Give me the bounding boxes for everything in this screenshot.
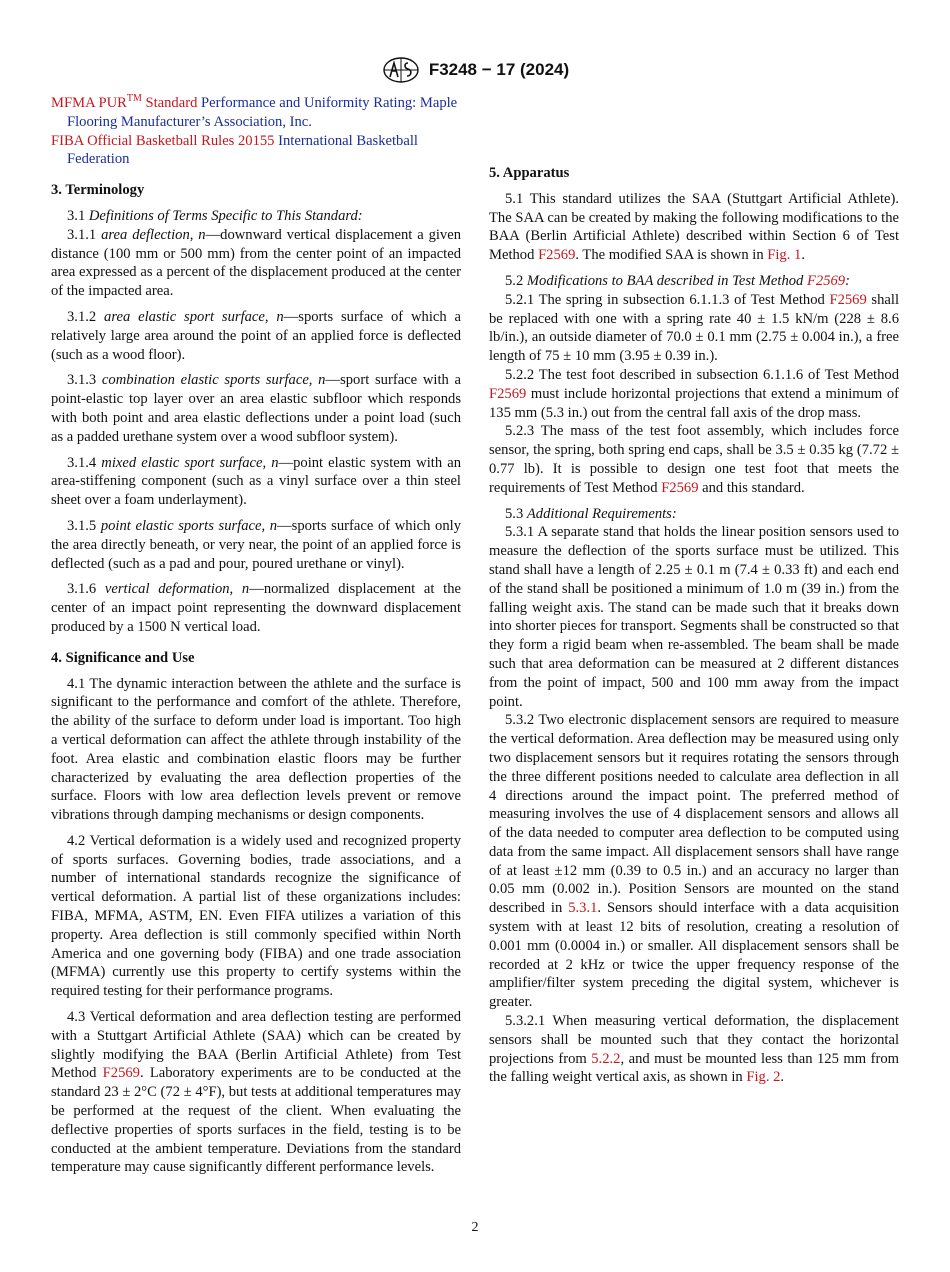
paragraph-5-2: 5.2 Modifications to BAA described in Test Method F2569: (505, 272, 850, 289)
mfma-title: Performance and Uniformity Rating: Maple Flooring Manufacturer’s Association, Inc. (67, 95, 458, 130)
mfma-code-link[interactable]: MFMA PUR™ Standard (51, 93, 198, 111)
section-heading-apparatus: 5. Apparatus (489, 165, 570, 181)
reference-mfma (51, 94, 461, 132)
paragraph-4-2: 4.2 Vertical deformation is a widely used and recognized property of sports surfaces. Governing bodies, trade associations, and a number of international standards recognize the significance of vertical deformation. A partial list of these organizations includes: FIBA, MFMA, ASTM, EN. Even FIFA utilizes a variation of this property. Area deflection is still commonly specified within North America and one governing body (FIBA) and one trade association (MFMA) currently use this property to certify systems within the required testing for their performance programs. (51, 832, 461, 1000)
paragraph-5-2-1: 5.2.1 The spring in subsection 6.1.1.3 of Test Method F2569 shall be replaced with one with a spring rate 40 ± 1.5 kN/m (228 ± 8.6 lb/in.), an outside diameter of 70.0 ± 0.1 mm (2.75 ± 0.004 in.), a free length of 75 ± 10 mm (3.95 ± 0.39 in.). (489, 291, 899, 365)
link-f2569[interactable]: F2569 (489, 385, 527, 402)
link-fig-2[interactable]: Fig. 2 (746, 1069, 781, 1086)
fiba-code-link[interactable]: FIBA Official Basketball Rules 20155 (51, 132, 275, 149)
paragraph-3-1-3: 3.1.3 combination elastic sports surface, n—sport surface with a point-elastic top layer over an area elastic subfloor which responds with both point and area elastic deflections under a point load (such as a padded urethane system over a wood subfloor system). (51, 372, 461, 445)
paragraph-4-3: 4.3 Vertical deformation and area deflection testing are performed with a Stuttgart Artificial Athlete (SAA) which can be created by slightly modifying the BAA (Berlin Artificial Athlete) from Test Method F2569. Laboratory experiments are to be conducted at the standard 23 ± 2°C (72 ± 4°F), but tests at additional temperatures may be performed at the request of the client. When evaluating the deflective properties of sports surfaces in the field, testing is to be conducted at the ambient temperature. Deviations from the standard temperature may cause significantly different performance levels. (51, 1009, 461, 1176)
link-f2569[interactable]: F2569 (829, 291, 867, 308)
paragraph-3-1-5: 3.1.5 point elastic sports surface, n—sports surface of which only the area directly beneath, or very near, the point of an applied force is deflected (such as a pad and pour, poured urethane or vinyl). (51, 517, 461, 572)
astm-logo-icon (381, 56, 421, 84)
reference-fiba (51, 132, 461, 170)
standard-designation: F3248 − 17 (2024) (428, 60, 570, 79)
link-f2569[interactable]: F2569 (807, 272, 846, 289)
paragraph-3-1-2: 3.1.2 area elastic sport surface, n—sports surface of which a relatively large area around the point of an applied force is deflected (such as a wood floor). (51, 308, 461, 363)
paragraph-5-3-2: 5.3.2 Two electronic displacement sensors are required to measure the vertical deformation. Area deflection may be measured using only two displacement sensors but it requires rotating the sensors through the three different positions needed to calculate area deflection in all 4 directions around the impact point. The preferred method of measuring involves the use of 4 displacement sensors and allows all of the data needed to computer area deflection to be computed using data from the same impact. All displacement sensors shall have range of at least ±12 mm (0.39 to 0.5 in.) and an accuracy no larger than 0.05 mm (0.002 in.). Position Sensors are mounted on the stand described in 5.3.1. Sensors should interface with a data acquisition system with at least 12 bits of resolution, creating a resolution of 0.001 mm (0.0004 in.) or smaller. All displacement sensors shall be recorded at 2 kHz or twice the upper frequency response of the amplifier/filter system preceding the digital system, whichever is greater. (489, 712, 899, 1011)
paragraph-5-2-3: 5.2.3 The mass of the test foot assembly, which includes force sensor, the spring, both spring end caps, shall be 3.5 ± 0.35 kg (7.72 ± 0.77 lb). It is possible to design one test foot that meets the requirements of Test Method F2569 and this standard. (489, 423, 899, 496)
paragraph-3-1-6: 3.1.6 vertical deformation, n—normalized displacement at the center of an impact point representing the downward displacement produced by a 1500 N vertical load. (51, 581, 461, 635)
page-header (0, 56, 950, 84)
section-heading-terminology: 3. Terminology (51, 182, 145, 199)
paragraph-3-1-1: 3.1.1 area deflection, n—downward vertical displacement a given distance (100 mm or 500 mm) from the center point of an impacted area expressed as a percent of the displacement produced at the center of the impacted area. (51, 226, 461, 300)
paragraph-5-3: 5.3 Additional Requirements: (505, 505, 677, 522)
paragraph-3-1-4: 3.1.4 mixed elastic sport surface, n—point elastic system with an area-stiffening component (such as a vinyl surface over a thin steel sheet over a foam underlayment). (51, 454, 461, 509)
paragraph-5-3-1: 5.3.1 A separate stand that holds the linear position sensors used to measure the deflection of the sports surface must be utilized. This stand shall have a length of 2.25 ± 0.1 m (7.4 ± 0.33 ft) and each end of the stand shall be positioned a minimum of 1.0 m (39 in.) from the falling weight axis. The stand can be made such that it breaks down into shorter pieces for transport. Segments shall be constructed so that they form a rigid beam when re-assembled. The beam shall be made such that area deformation can be measured at 2 different distances from the point of impact, 500 and 100 mm away from the impact point. (489, 524, 899, 710)
fiba-title: International Basketball Federation (67, 132, 418, 168)
left-column (51, 94, 461, 1177)
link-fig-1[interactable]: Fig. 1 (767, 247, 802, 264)
link-5-3-1[interactable]: 5.3.1 (568, 900, 598, 917)
right-column (489, 94, 899, 1087)
paragraph-4-1: 4.1 The dynamic interaction between the athlete and the surface is significant to the performance and comfort of the athlete. Therefore, the ability of the surface to deform under load is important. Too high a vertical deformation can affect the athlete through instability of the foot. Area elastic and combination elastic floors may be further characterized by evaluating the area deflection properties of the surface. Floors with low area deflection levels prevent or remove vibrations through damping mechanisms or design components. (51, 675, 461, 824)
link-f2569[interactable]: F2569 (661, 479, 699, 496)
link-f2569[interactable]: F2569 (538, 247, 576, 264)
paragraph-5-1: 5.1 This standard utilizes the SAA (Stuttgart Artificial Athlete). The SAA can be created by making the following modifications to the BAA (Berlin Artificial Athlete) described within Section 6 of Test Method F2569. The modified SAA is shown in Fig. 1. (489, 190, 899, 264)
link-f2569[interactable]: F2569 (102, 1065, 140, 1082)
paragraph-3-1: 3.1 Definitions of Terms Specific to This Standard: (67, 207, 363, 224)
page-number: 2 (471, 1220, 479, 1235)
paragraph-5-3-2-1: 5.3.2.1 When measuring vertical deformation, the displacement sensors shall be mounted such that they contact the horizontal projections from 5.2.2, and must be mounted less than 125 mm from the falling weight vertical axis, as shown in Fig. 2. (489, 1013, 899, 1086)
paragraph-5-2-2: 5.2.2 The test foot described in subsection 6.1.1.6 of Test Method F2569 must include horizontal projections that extend a minimum of 135 mm (5.3 in.) out from the central fall axis of the drop mass. (489, 366, 899, 421)
link-5-2-2[interactable]: 5.2.2 (591, 1050, 621, 1067)
section-heading-significance: 4. Significance and Use (51, 649, 195, 666)
